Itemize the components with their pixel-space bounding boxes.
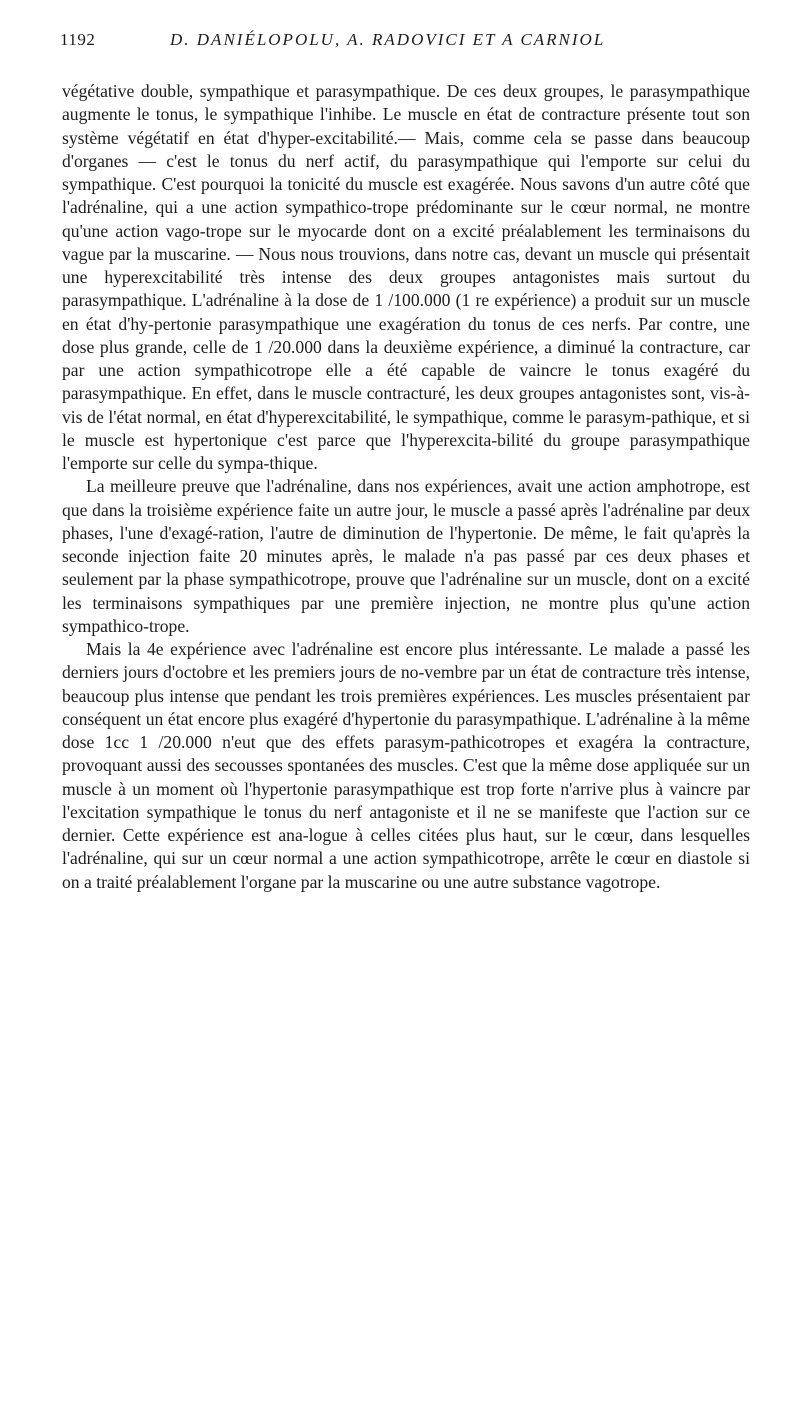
paragraph-3: Mais la 4e expérience avec l'adrénaline est encore plus intéressante. Le malade a passé les derniers jours d'octobre et les premiers jours de no-vembre par un état de contracture très intense, beaucoup plus intense que pendant les trois premières expériences. Les muscles présentaient par conséquent un état encore plus exagéré d'hypertonie du parasympathique. L'adrénaline à la même dose 1cc 1 /20.000 n'eut que des effets parasym-pathicotropes et exagéra la contracture, provoquant aussi des secousses spontanées des muscles. C'est que la même dose appliquée sur un muscle à un moment où l'hypertonie parasympathique est trop forte n'arrive plus à vaincre par l'excitation sympathique le tonus du nerf antagoniste et il ne se manifeste que l'action sur ce dernier. Cette expérience est ana-logue à celles citées plus haut, sur le cœur, dans lesquelles l'adrénaline, qui sur un cœur normal a une action sympathicotrope, arrête le cœur en diastole si on a traité préalablement l'organe par la muscarine ou une autre substance vagotrope. [62,639,750,892]
running-title: D. DANIÉLOPOLU, A. RADOVICI ET A CARNIOL [170,30,606,49]
page-number: 1192 [60,30,96,49]
paragraph-2: La meilleure preuve que l'adrénaline, dans nos expériences, avait une action amphotrope, est que dans la troisième expérience faite un autre jour, le muscle a passé après l'adrénaline par deux phases, l'une d'exagé-ration, l'autre de diminution de l'hypertonie. De même, le fait qu'après la seconde injection faite 20 minutes après, le malade n'a pas passé par ces deux phases et seulement par la phase sympathicotrope, prouve que l'adrénaline sur un muscle, dont on a excité les terminaisons sympathiques par une première injection, ne montre plus qu'une action sympathico-trope. [62,476,750,636]
running-header [60,30,750,58]
body-text [62,80,750,894]
paragraph-1: végétative double, sympathique et parasympathique. De ces deux groupes, le parasympathique augmente le tonus, le sympathique l'inhibe. Le muscle en état de contracture présente tout son système végétatif en état d'hyper-excitabilité.— Mais, comme cela se passe dans beaucoup d'organes — c'est le tonus du nerf actif, du parasympathique qui l'emporte sur celui du sympathique. C'est pourquoi la tonicité du muscle est exagérée. Nous savons d'un autre côté que l'adrénaline, qui a une action sympathico-trope prédominante sur le cœur normal, ne montre qu'une action vago-trope sur le myocarde dont on a excité préalablement les terminaisons du vague par la muscarine. — Nous nous trouvions, dans notre cas, devant un muscle qui présentait une hyperexcitabilité très intense des deux groupes antagonistes mais surtout du parasympathique. L'adrénaline à la dose de 1 /100.000 (1 re expérience) a produit sur un muscle en état d'hy-pertonie parasympathique une exagération du tonus de ces nerfs. Par contre, une dose plus grande, celle de 1 /20.000 dans la deuxième expérience, a diminué la contracture, car par une action sympathicotrope elle a été capable de vaincre le tonus exagéré du parasympathique. En effet, dans le muscle contracturé, les deux groupes antagonistes sont, vis-à-vis de l'état normal, en état d'hyperexcitabilité, le sympathique, comme le parasym-pathique, et si le muscle est hypertonique c'est parce que l'hyperexcita-bilité du groupe parasympathique l'emporte sur celle du sympa-thique. [62,81,750,473]
